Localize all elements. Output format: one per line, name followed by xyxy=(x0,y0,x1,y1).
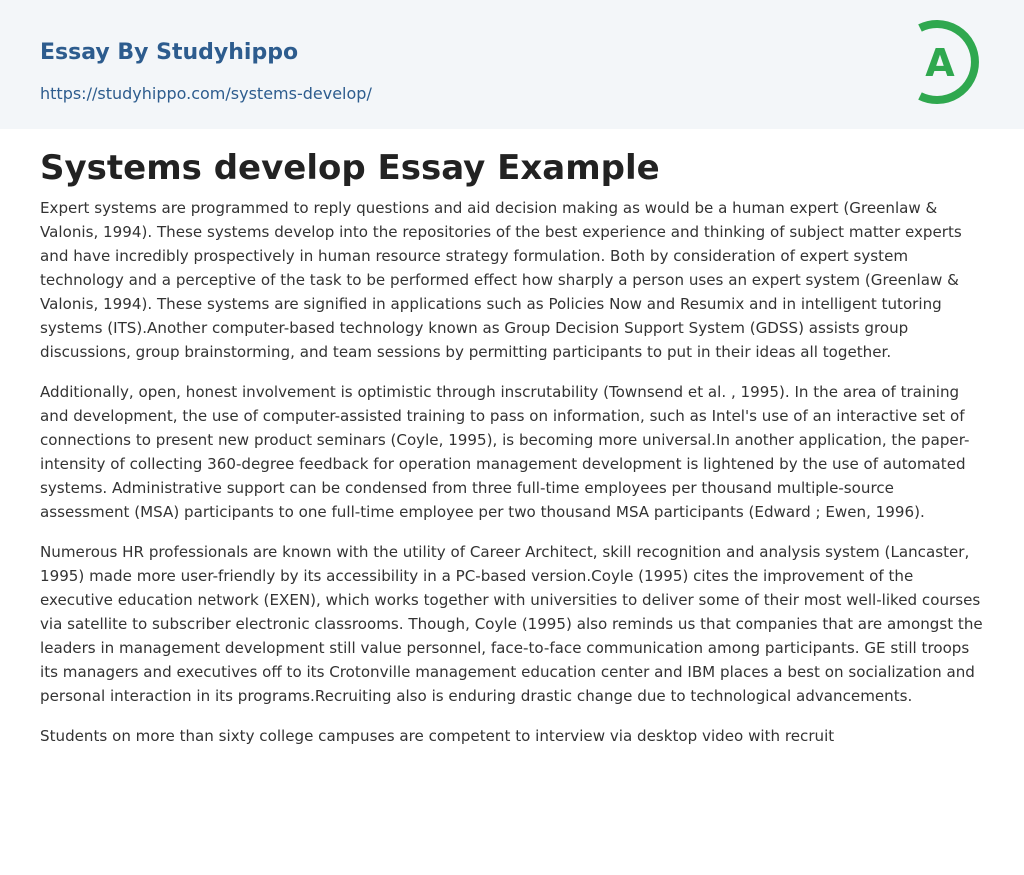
article-paragraph: Expert systems are programmed to reply questions and aid decision making as would be a human expert (Greenlaw & Valonis, 1994). These systems develop into the repositories of the best experience and thinking of subject matter experts and have incredibly prospectively in human resource strategy formulation. Both by consideration of expert system technology and a perceptive of the task to be performed effect how sharply a person uses an expert system (Greenlaw & Valonis, 1994). These systems are signified in applications such as Policies Now and Resumix and in intelligent tutoring systems (ITS).Another computer-based technology known as Group Decision Support System (GDSS) assists group discussions, group brainstorming, and team sessions by permitting participants to put in their ideas all together. xyxy=(40,199,962,361)
site-header xyxy=(0,0,1024,129)
studyhippo-logo-icon[interactable] xyxy=(904,14,994,110)
source-url-link[interactable]: https://studyhippo.com/systems-develop/ xyxy=(40,84,372,103)
logo-letter: A xyxy=(925,41,955,85)
brand-title[interactable]: Essay By Studyhippo xyxy=(40,40,299,65)
article xyxy=(40,146,984,764)
article-paragraph: Numerous HR professionals are known with the utility of Career Architect, skill recognition and analysis system (Lancaster, 1995) made more user-friendly by its accessibility in a PC-based version.Coyle (1995) cites the improvement of the executive education network (EXEN), which works together with universities to deliver some of their most well-liked courses via satellite to subscriber electronic classrooms. Though, Coyle (1995) also reminds us that companies that are amongst the leaders in management development still value personnel, face-to-face communication among participants. GE still troops its managers and executives off to its Crotonville management education center and IBM places a best on socialization and personal interaction in its programs.Recruiting also is enduring drastic change due to technological advancements. xyxy=(40,543,983,705)
article-paragraph: Students on more than sixty college campuses are competent to interview via desktop video with recruit xyxy=(40,727,835,745)
article-paragraph: Additionally, open, honest involvement is optimistic through inscrutability (Townsend et al. , 1995). In the area of training and development, the use of computer-assisted training to pass on information, such as Intel's use of an interactive set of connections to present new product seminars (Coyle, 1995), is becoming more universal.In another application, the paper-intensity of collecting 360-degree feedback for operation management development is lightened by the use of automated systems. Administrative support can be condensed from three full-time employees per thousand multiple-source assessment (MSA) participants to one full-time employee per two thousand MSA participants (Edward ; Ewen, 1996). xyxy=(40,383,970,521)
page-title: Systems develop Essay Example xyxy=(40,148,660,188)
